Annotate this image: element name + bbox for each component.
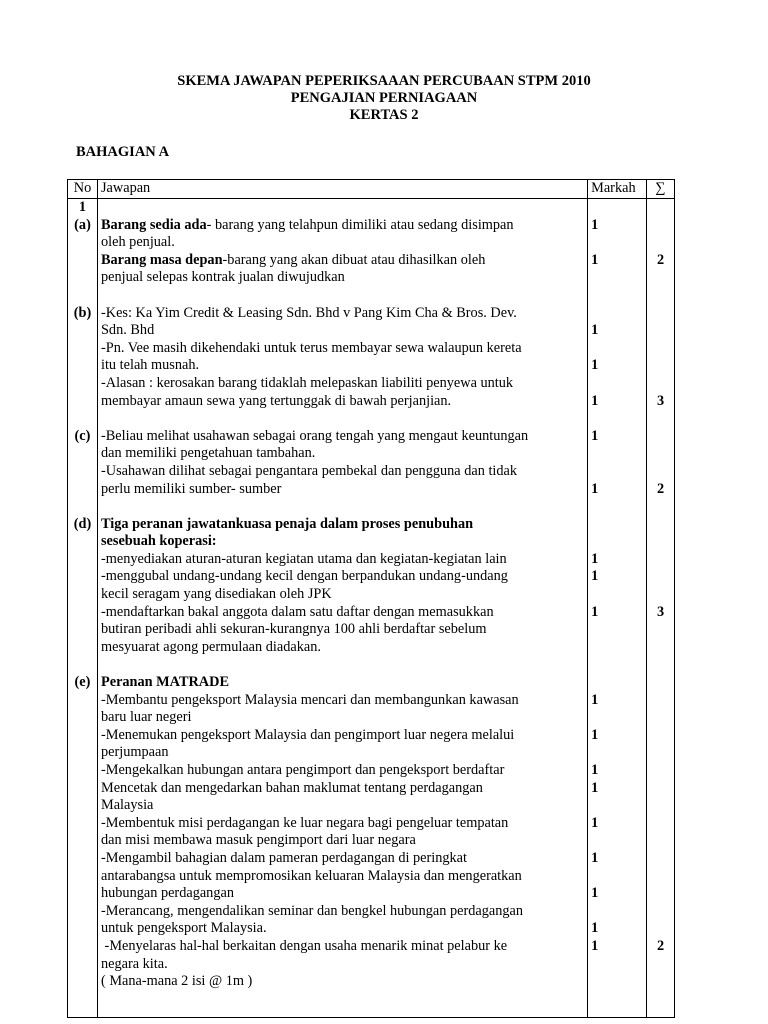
answer-line: [101, 868, 584, 886]
spacer-line: [591, 744, 643, 762]
answer-bold-term: Barang masa depan: [100, 251, 223, 268]
spacer-line: [650, 727, 671, 745]
answer-text: -Pn. Vee masih dikehendaki untuk terus membayar sewa walaupun kereta: [100, 339, 522, 356]
sum-value: 3: [656, 392, 665, 409]
spacer-line: [650, 709, 671, 727]
spacer-line: [68, 727, 97, 745]
sum-value: 2: [656, 480, 665, 497]
answer-text: antarabangsa untuk mempromosikan keluaran Malaysia dan mengeratkan: [100, 867, 522, 884]
spacer-line: [68, 269, 97, 287]
spacer-line: [650, 340, 671, 358]
spacer-line: [68, 322, 97, 340]
spacer-line: [650, 551, 671, 569]
spacer-line: [591, 410, 643, 428]
answer-text: -mendaftarkan bakal anggota dalam satu daftar dengan memasukkan: [100, 603, 494, 620]
spacer-line: [68, 410, 97, 428]
spacer-line: [591, 586, 643, 604]
mark-value: 1: [591, 937, 599, 954]
spacer-line: [591, 498, 643, 516]
answer-text: Sdn. Bhd: [100, 322, 155, 339]
answer-text: penjual selepas kontrak jualan diwujudkan: [100, 269, 345, 286]
answer-line: [101, 815, 584, 833]
spacer-line: [68, 639, 97, 657]
answer-bold-term: Barang sedia ada: [100, 216, 207, 233]
answer-text: Mencetak dan mengedarkan bahan maklumat tentang perdagangan: [100, 779, 483, 796]
header-markah: Markah: [588, 180, 647, 199]
answer-line: [101, 938, 584, 956]
spacer-line: [591, 463, 643, 481]
mark-value: 1: [591, 568, 599, 585]
part-label: (e): [74, 674, 91, 691]
spacer-line: [68, 340, 97, 358]
spacer-line: [68, 815, 97, 833]
answer-text: dan memiliki pengetahuan tambahan.: [100, 445, 316, 462]
answer-text: - barang yang telahpun dimiliki atau sedang disimpan: [206, 216, 514, 233]
spacer-line: [68, 551, 97, 569]
sum-value: 2: [656, 251, 665, 268]
mark-value: 1: [591, 814, 599, 831]
answer-line: [101, 410, 584, 428]
spacer-line: [591, 234, 643, 252]
spacer-line: [591, 199, 643, 217]
answer-line: [101, 656, 584, 674]
answer-bold-term: Tiga peranan jawatankuasa penaja dalam proses penubuhan: [100, 515, 474, 532]
answer-text: untuk pengeksport Malaysia.: [100, 920, 267, 937]
spacer-line: [650, 516, 671, 534]
spacer-line: [591, 340, 643, 358]
spacer-line: [68, 498, 97, 516]
mark-value: 1: [591, 885, 599, 902]
answer-text: butiran peribadi ahli sekuran-kurangnya 100 ahli berdaftar sebelum: [100, 621, 487, 638]
answer-line: [101, 780, 584, 798]
answer-text: -Merancang, mengendalikan seminar dan bengkel hubungan perdagangan: [100, 902, 523, 919]
spacer-line: [591, 533, 643, 551]
spacer-line: [650, 973, 671, 991]
spacer-line: [68, 656, 97, 674]
part-label: (a): [74, 216, 91, 233]
answer-text: baru luar negeri: [100, 709, 192, 726]
answer-text: negara kita.: [100, 955, 168, 972]
spacer-line: [68, 621, 97, 639]
answer-line: [101, 692, 584, 710]
mark-value: 1: [591, 480, 599, 497]
answer-text: -Menyelaras hal-hal berkaitan dengan usaha menarik minat pelabur ke: [100, 937, 508, 954]
answer-text: dan misi membawa masuk pengimport dari luar negara: [100, 832, 416, 849]
spacer-line: [650, 956, 671, 974]
answer-text: membayar amaun sewa yang tertunggak di bawah perjanjian.: [100, 392, 452, 409]
spacer-line: [591, 287, 643, 305]
spacer-line: [68, 586, 97, 604]
answer-line: [101, 639, 584, 657]
spacer-line: [650, 780, 671, 798]
answer-line: [101, 533, 584, 551]
answer-text: -Usahawan dilihat sebagai pengantara pembekal dan pengguna dan tidak: [100, 462, 518, 479]
spacer-line: [650, 410, 671, 428]
answer-line: [101, 850, 584, 868]
answer-text: itu telah musnah.: [100, 357, 200, 374]
spacer-line: [650, 322, 671, 340]
answer-line: [101, 340, 584, 358]
answer-line: [101, 322, 584, 340]
answer-line: [101, 674, 584, 692]
spacer-line: [68, 920, 97, 938]
spacer-line: [650, 586, 671, 604]
answer-line: [101, 393, 584, 411]
column-sum: [647, 199, 675, 1018]
spacer-line: [68, 885, 97, 903]
answer-text: kecil seragam yang disediakan oleh JPK: [100, 586, 332, 603]
spacer-line: [68, 445, 97, 463]
spacer-line: [591, 797, 643, 815]
mark-value: 1: [591, 427, 599, 444]
spacer-line: [68, 568, 97, 586]
answer-text: -Membentuk misi perdagangan ke luar negara bagi pengeluar tempatan: [100, 814, 509, 831]
mark-value: 1: [591, 691, 599, 708]
spacer-line: [650, 199, 671, 217]
spacer-line: [650, 428, 671, 446]
answer-line: [101, 305, 584, 323]
answer-text: -Beliau melihat usahawan sebagai orang tengah yang mengaut keuntungan: [100, 427, 529, 444]
mark-value: 1: [591, 779, 599, 796]
spacer-line: [650, 375, 671, 393]
mark-value: 1: [591, 216, 599, 233]
spacer-line: [650, 498, 671, 516]
answer-line: [101, 797, 584, 815]
spacer-line: [650, 656, 671, 674]
answer-line: [101, 516, 584, 534]
spacer-line: [68, 832, 97, 850]
mark-value: 1: [591, 762, 599, 778]
answer-text: -barang yang akan dibuat atau dihasilkan oleh: [222, 251, 486, 268]
spacer-line: [650, 217, 671, 235]
spacer-line: [68, 375, 97, 393]
answer-line: [101, 568, 584, 586]
spacer-line: [591, 445, 643, 463]
answer-line: [101, 586, 584, 604]
answer-text: Malaysia: [100, 797, 154, 814]
spacer-line: [591, 639, 643, 657]
answer-line: [101, 604, 584, 622]
title-line-1: SKEMA JAWAPAN PEPERIKSAAAN PERCUBAAN STPM 2010: [177, 73, 591, 89]
mark-value: 1: [591, 357, 599, 374]
answer-text: mesyuarat agong permulaan diadakan.: [100, 638, 321, 655]
answer-line: [101, 762, 584, 780]
mark-value: 1: [591, 550, 599, 567]
spacer-line: [650, 868, 671, 886]
mark-value: 1: [591, 849, 599, 866]
spacer-line: [591, 956, 643, 974]
answer-line: [101, 481, 584, 499]
answer-line: [101, 375, 584, 393]
spacer-line: [650, 463, 671, 481]
answer-text: oleh penjual.: [100, 234, 175, 251]
column-markah: [588, 199, 647, 1018]
spacer-line: [68, 463, 97, 481]
answer-text: hubungan perdagangan: [100, 885, 234, 902]
spacer-line: [68, 533, 97, 551]
answer-text: perjumpaan: [100, 744, 169, 761]
spacer-line: [68, 744, 97, 762]
spacer-line: [591, 656, 643, 674]
spacer-line: [650, 305, 671, 323]
answer-text: -menggubal undang-undang kecil dengan berpandukan undang-undang: [100, 568, 508, 585]
spacer-line: [650, 797, 671, 815]
spacer-line: [650, 621, 671, 639]
mark-value: 1: [591, 726, 599, 743]
header-sum: ∑: [647, 180, 675, 199]
spacer-line: [68, 973, 97, 991]
answer-line: [101, 920, 584, 938]
spacer-line: [591, 709, 643, 727]
spacer-line: [650, 357, 671, 375]
spacer-line: [68, 393, 97, 411]
answer-text: -Menemukan pengeksport Malaysia dan pengimport luar negera melalui: [100, 726, 515, 743]
spacer-line: [650, 744, 671, 762]
title-line-2: PENGAJIAN PERNIAGAAN: [290, 90, 478, 106]
answer-line: [101, 885, 584, 903]
answer-text: -Alasan : kerosakan barang tidaklah melepaskan liabiliti penyewa untuk: [100, 374, 514, 391]
answer-line: [101, 956, 584, 974]
spacer-line: [68, 287, 97, 305]
mark-value: 1: [591, 322, 599, 339]
answer-text: -Mengambil bahagian dalam pameran perdagangan di peringkat: [100, 849, 467, 866]
spacer-line: [650, 234, 671, 252]
header-jawapan: Jawapan: [97, 180, 587, 199]
spacer-line: [68, 692, 97, 710]
answer-line: [101, 287, 584, 305]
answer-line: [101, 551, 584, 569]
answer-line: [101, 269, 584, 287]
mark-value: 1: [591, 392, 599, 409]
spacer-line: [101, 199, 584, 217]
spacer-line: [650, 885, 671, 903]
answer-line: [101, 445, 584, 463]
answer-line: [101, 252, 584, 270]
column-no: [68, 199, 98, 1018]
answer-text: -Membantu pengeksport Malaysia mencari dan membangunkan kawasan: [100, 691, 519, 708]
spacer-line: [650, 832, 671, 850]
answer-line: [101, 234, 584, 252]
spacer-line: [68, 956, 97, 974]
question-number: 1: [78, 199, 87, 215]
table-header-row: [68, 180, 675, 199]
spacer-line: [591, 674, 643, 692]
spacer-line: [650, 639, 671, 657]
spacer-line: [68, 868, 97, 886]
spacer-line: [650, 287, 671, 305]
answer-bold-term: sesebuah koperasi:: [100, 533, 217, 550]
sum-value: 2: [656, 937, 665, 954]
spacer-line: [68, 709, 97, 727]
spacer-line: [650, 920, 671, 938]
answer-text: -menyediakan aturan-aturan kegiatan utama dan kegiatan-kegiatan lain: [100, 550, 507, 567]
spacer-line: [650, 568, 671, 586]
part-label: (d): [73, 515, 92, 532]
sum-value: 3: [656, 603, 665, 620]
answer-line: [101, 727, 584, 745]
spacer-line: [68, 938, 97, 956]
spacer-line: [650, 674, 671, 692]
spacer-line: [650, 762, 671, 780]
spacer-line: [68, 252, 97, 270]
spacer-line: [68, 797, 97, 815]
spacer-line: [650, 850, 671, 868]
answer-line: [101, 463, 584, 481]
spacer-line: [68, 780, 97, 798]
mark-value: 1: [591, 251, 599, 268]
spacer-line: [68, 850, 97, 868]
answer-line: [101, 428, 584, 446]
spacer-line: [68, 481, 97, 499]
spacer-line: [591, 305, 643, 323]
mark-value: 1: [591, 603, 599, 620]
spacer-line: [591, 832, 643, 850]
spacer-line: [650, 903, 671, 921]
part-label: (c): [74, 427, 91, 444]
document-title: [0, 73, 768, 124]
spacer-line: [68, 903, 97, 921]
table-body-row: [68, 199, 675, 1018]
answer-text: -Mengekalkan hubungan antara pengimport dan pengeksport berdaftar: [100, 762, 505, 778]
header-no: No: [68, 180, 98, 199]
mark-value: 1: [591, 920, 599, 937]
answer-text: ( Mana-mana 2 isi @ 1m ): [100, 973, 253, 990]
spacer-line: [591, 903, 643, 921]
spacer-line: [591, 973, 643, 991]
part-label: (b): [73, 304, 92, 321]
spacer-line: [591, 516, 643, 534]
answer-line: [101, 498, 584, 516]
answer-bold-term: Peranan MATRADE: [100, 674, 229, 691]
answer-line: [101, 744, 584, 762]
spacer-line: [650, 269, 671, 287]
spacer-line: [650, 815, 671, 833]
spacer-line: [591, 868, 643, 886]
answer-text: -Kes: Ka Yim Credit & Leasing Sdn. Bhd v Pang Kim Cha & Bros. Dev.: [100, 304, 517, 321]
answer-line: [101, 621, 584, 639]
answer-line: [101, 709, 584, 727]
spacer-line: [591, 269, 643, 287]
spacer-line: [650, 692, 671, 710]
answer-line: [101, 217, 584, 235]
answer-line: [101, 357, 584, 375]
answer-text: perlu memiliki sumber- sumber: [100, 480, 282, 497]
spacer-line: [68, 234, 97, 252]
spacer-line: [68, 604, 97, 622]
spacer-line: [591, 621, 643, 639]
spacer-line: [650, 533, 671, 551]
answer-line: [101, 832, 584, 850]
spacer-line: [650, 445, 671, 463]
spacer-line: [68, 762, 97, 780]
spacer-line: [591, 375, 643, 393]
section-heading: BAHAGIAN A: [76, 144, 170, 160]
title-line-3: KERTAS 2: [349, 107, 419, 123]
column-jawapan: [97, 199, 587, 1018]
answer-line: [101, 973, 584, 991]
answer-table: [67, 179, 675, 1018]
spacer-line: [68, 357, 97, 375]
answer-line: [101, 903, 584, 921]
